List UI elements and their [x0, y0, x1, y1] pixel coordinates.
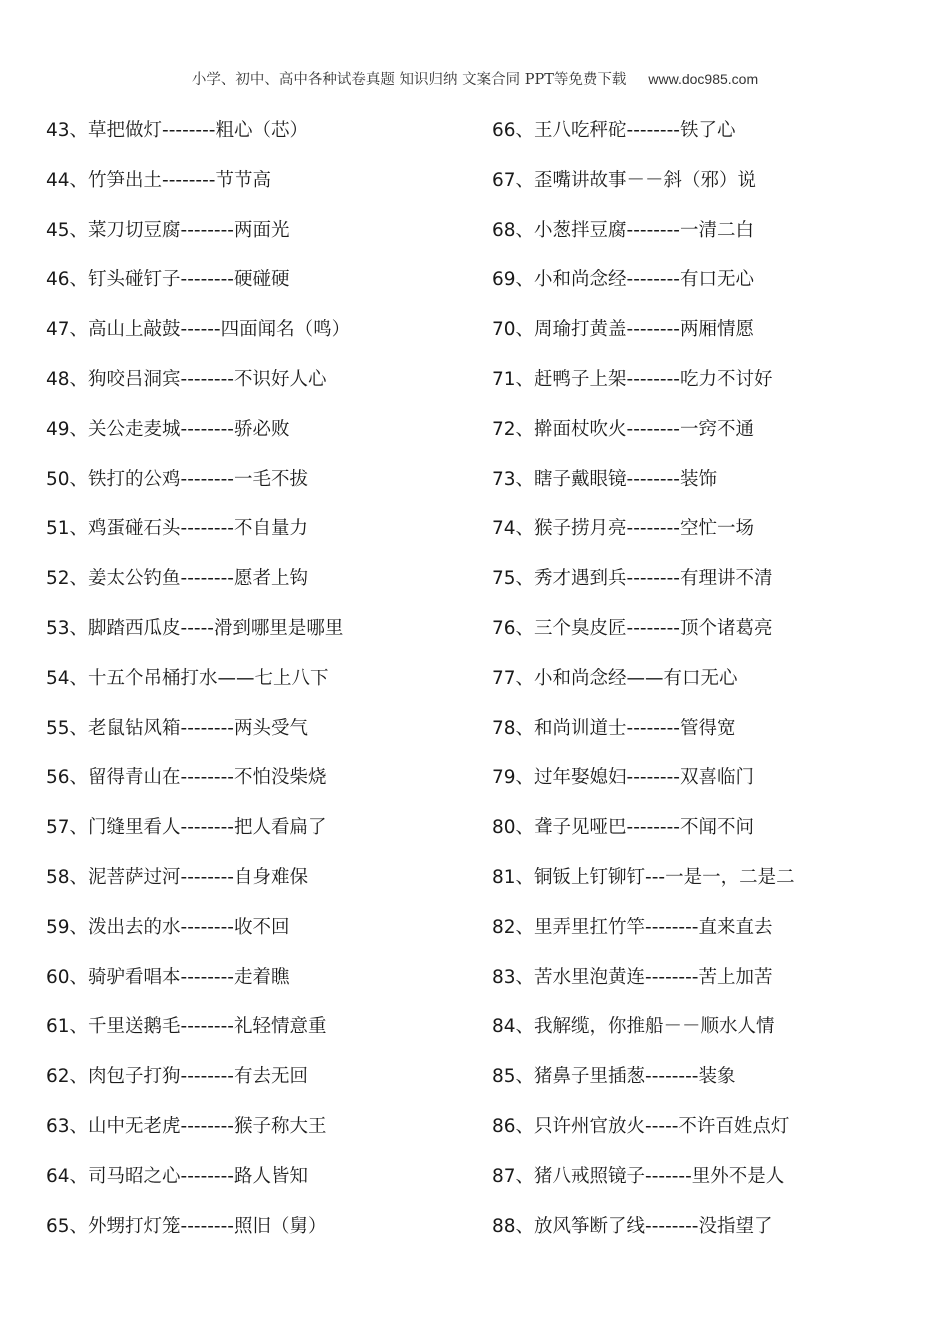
- list-item: 74、猴子捞月亮--------空忙一场: [492, 518, 754, 540]
- list-item: 48、狗咬吕洞宾--------不识好人心: [46, 368, 327, 390]
- list-item: 61、千里送鹅毛--------礼轻情意重: [46, 1016, 327, 1038]
- list-item: 87、猪八戒照镜子-------里外不是人: [492, 1165, 785, 1187]
- list-item: 69、小和尚念经--------有口无心: [492, 269, 754, 291]
- list-item: 76、三个臭皮匠--------顶个诸葛亮: [492, 617, 773, 639]
- list-item: 75、秀才遇到兵--------有理讲不清: [492, 568, 773, 590]
- list-item: 65、外甥打灯笼--------照旧（舅）: [46, 1215, 327, 1237]
- list-item: 83、苦水里泡黄连--------苦上加苦: [492, 966, 773, 988]
- header-site: www.doc985.com: [648, 71, 759, 87]
- list-item: 81、铜钣上钉铆钉---一是一，二是二: [492, 866, 795, 888]
- list-item: 50、铁打的公鸡--------一毛不拔: [46, 468, 308, 490]
- list-item: 71、赶鸭子上架--------吃力不讨好: [492, 368, 773, 390]
- list-item: 45、菜刀切豆腐--------两面光: [46, 219, 290, 241]
- list-item: 85、猪鼻子里插葱--------装象: [492, 1066, 736, 1088]
- list-item: 56、留得青山在--------不怕没柴烧: [46, 767, 327, 789]
- list-item: 44、竹笋出土--------节节高: [46, 169, 271, 191]
- list-item: 67、歪嘴讲故事－－斜（邪）说: [492, 169, 757, 191]
- list-item: 64、司马昭之心--------路人皆知: [46, 1165, 308, 1187]
- list-item: 58、泥菩萨过河--------自身难保: [46, 866, 308, 888]
- page-header: [0, 68, 950, 89]
- list-item: 84、我解缆，你推船－－顺水人情: [492, 1016, 775, 1038]
- list-item: 70、周瑜打黄盖--------两厢情愿: [492, 319, 754, 341]
- list-item: 46、钉头碰钉子--------硬碰硬: [46, 269, 290, 291]
- list-item: 88、放风筝断了线--------没指望了: [492, 1215, 773, 1237]
- list-item: 68、小葱拌豆腐--------一清二白: [492, 219, 754, 241]
- header-text: 小学、初中、高中各种试卷真题 知识归纳 文案合同 PPT等免费下载: [191, 72, 627, 88]
- list-item: 78、和尚训道士--------管得宽: [492, 717, 736, 739]
- list-item: 59、泼出去的水--------收不回: [46, 916, 290, 938]
- list-item: 52、姜太公钓鱼--------愿者上钩: [46, 568, 308, 590]
- list-item: 63、山中无老虎--------猴子称大王: [46, 1115, 327, 1137]
- list-item: 79、过年娶媳妇--------双喜临门: [492, 767, 754, 789]
- right-column: [492, 106, 932, 1251]
- list-item: 86、只许州官放火-----不许百姓点灯: [492, 1115, 790, 1137]
- list-item: 62、肉包子打狗--------有去无回: [46, 1066, 308, 1088]
- list-item: 66、王八吃秤砣--------铁了心: [492, 120, 736, 141]
- list-item: 82、里弄里扛竹竿--------直来直去: [492, 916, 773, 938]
- list-item: 47、高山上敲鼓------四面闻名（鸣）: [46, 319, 351, 341]
- left-column: [46, 106, 486, 1251]
- list-item: 49、关公走麦城--------骄必败: [46, 418, 290, 440]
- list-item: 43、草把做灯--------粗心（芯）: [46, 120, 308, 141]
- list-item: 60、骑驴看唱本--------走着瞧: [46, 966, 290, 988]
- list-item: 53、脚踏西瓜皮-----滑到哪里是哪里: [46, 617, 344, 639]
- list-item: 73、瞎子戴眼镜--------装饰: [492, 468, 717, 490]
- list-item: 80、聋子见哑巴--------不闻不问: [492, 817, 754, 839]
- list-item: 51、鸡蛋碰石头--------不自量力: [46, 518, 308, 540]
- list-item: 57、门缝里看人--------把人看扁了: [46, 817, 327, 839]
- list-item: 54、十五个吊桶打水——七上八下: [46, 667, 329, 689]
- list-item: 72、擀面杖吹火--------一窍不通: [492, 418, 754, 440]
- list-item: 77、小和尚念经——有口无心: [492, 667, 738, 689]
- list-item: 55、老鼠钻风箱--------两头受气: [46, 717, 308, 739]
